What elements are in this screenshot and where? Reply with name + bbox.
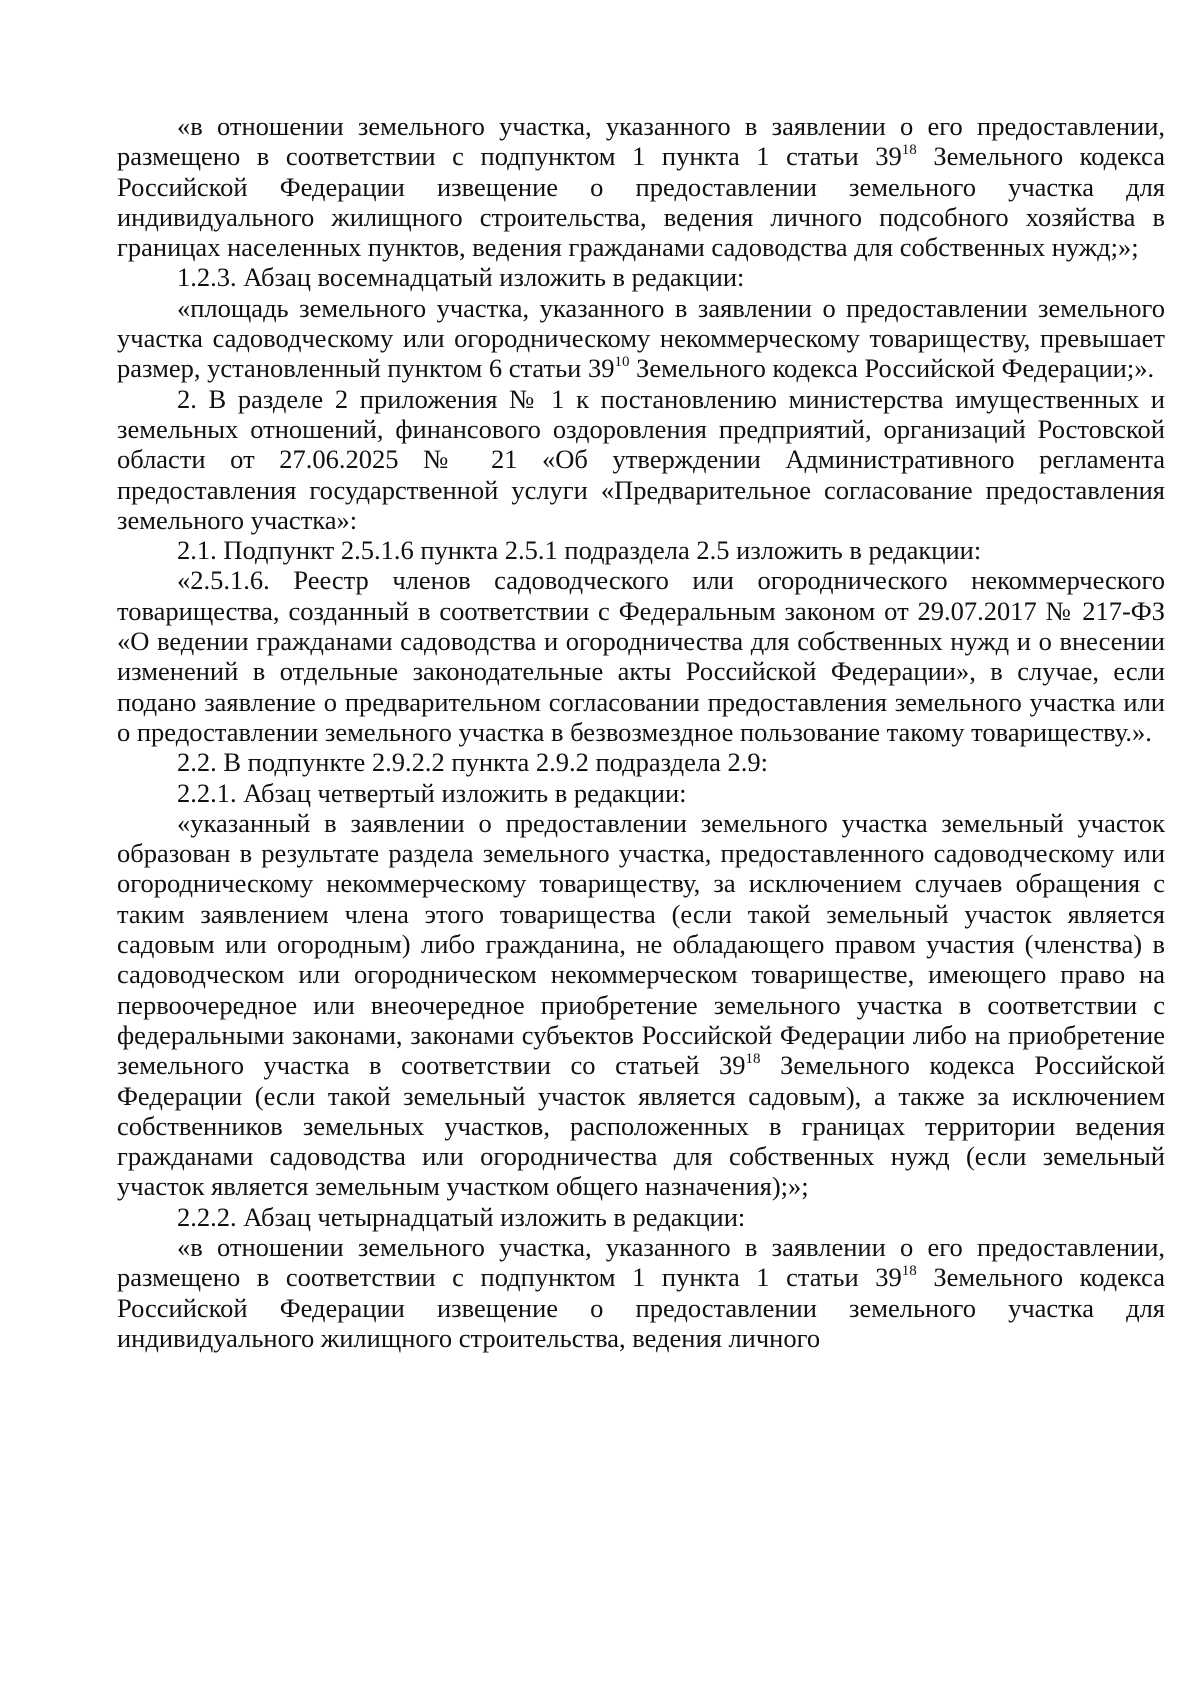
paragraph-1: «в отношении земельного участка, указанного в заявлении о его предоставлении, размещено в соответствии с подпунктом 1 пункта 1 статьи $39^{18}$ Земельного кодекса Российской Федерации извещение о предоставлении земельного участка для индивидуального жилищного строительства, ведения личного подсобного хозяйства в границах населенных пунктов, ведения гражданами садоводства для собственных нужд;»; bbox=[117, 111, 1165, 263]
paragraph-9: «указанный в заявлении о предоставлении земельного участка земельный участок образован в результате раздела земельного участка, предоставленного садоводческому или огородническому некоммерческому товариществу, за исключением случаев обращения с таким заявлением члена этого товарищества (если такой земельный участок является садовым или огородным) либо гражданина, не обладающего правом участия (членства) в садоводческом или огородническом некоммерческом товариществе, имеющего право на первоочередное или внеочередное приобретение земельного участка в соответствии с федеральными законами, законами субъектов Российской Федерации либо на приобретение земельного участка в соответствии со статьей $39^{18}$ Земельного кодекса Российской Федерации (если такой земельный участок является садовым), а также за исключением собственников земельных участков, расположенных в границах территории ведения гражданами садоводства или огородничества для собственных нужд (если земельный участок является земельным участком общего назначения);»; bbox=[117, 807, 1165, 1202]
paragraph-5: 2.1. Подпункт 2.5.1.6 пункта 2.5.1 подраздела 2.5 изложить в редакции: bbox=[177, 535, 982, 566]
paragraph-2: 1.2.3. Абзац восемнадцатый изложить в редакции: bbox=[177, 262, 745, 293]
superscript: 18 bbox=[745, 1051, 761, 1068]
document-page bbox=[117, 111, 1165, 1353]
paragraph-7: 2.2. В подпункте 2.9.2.2 пункта 2.9.2 подраздела 2.9: bbox=[177, 747, 768, 778]
superscript: 10 bbox=[614, 354, 630, 371]
superscript: 18 bbox=[901, 142, 917, 159]
paragraph-3: «площадь земельного участка, указанного в заявлении о предоставлении земельного участка садоводческому или огородническому некоммерческому товариществу, превышает размер, установленный пунктом 6 статьи $39^{10}$ Земельного кодекса Российской Федерации;». bbox=[117, 292, 1165, 384]
paragraph-6: «2.5.1.6. Реестр членов садоводческого или огороднического некоммерческого товарищества, созданный в соответствии с Федеральным законом от 29.07.2017 № 217-ФЗ «О ведении гражданами садоводства и огородничества для собственных нужд и о внесении изменений в отдельные законодательные акты Российской Федерации», в случае, если подано заявление о предварительном согласовании предоставления земельного участка или о предоставлении земельного участка в безвозмездное пользование такому товариществу.». bbox=[117, 565, 1165, 747]
paragraph-10: 2.2.2. Абзац четырнадцатый изложить в редакции: bbox=[177, 1201, 746, 1232]
superscript: 18 bbox=[901, 1263, 917, 1280]
paragraph-4: 2. В разделе 2 приложения № 1 к постановлению министерства имущественных и земельных отношений, финансового оздоровления предприятий, организаций Ростовской области от 27.06.2025 № 21 «Об утверждении Административного регламента предоставления государственной услуги «Предварительное согласование предоставления земельного участка»: bbox=[117, 383, 1165, 535]
paragraph-11: «в отношении земельного участка, указанного в заявлении о его предоставлении, размещено в соответствии с подпунктом 1 пункта 1 статьи $39^{18}$ Земельного кодекса Российской Федерации извещение о предоставлении земельного участка для индивидуального жилищного строительства, ведения личного bbox=[117, 1231, 1165, 1353]
paragraph-8: 2.2.1. Абзац четвертый изложить в редакции: bbox=[177, 777, 687, 808]
